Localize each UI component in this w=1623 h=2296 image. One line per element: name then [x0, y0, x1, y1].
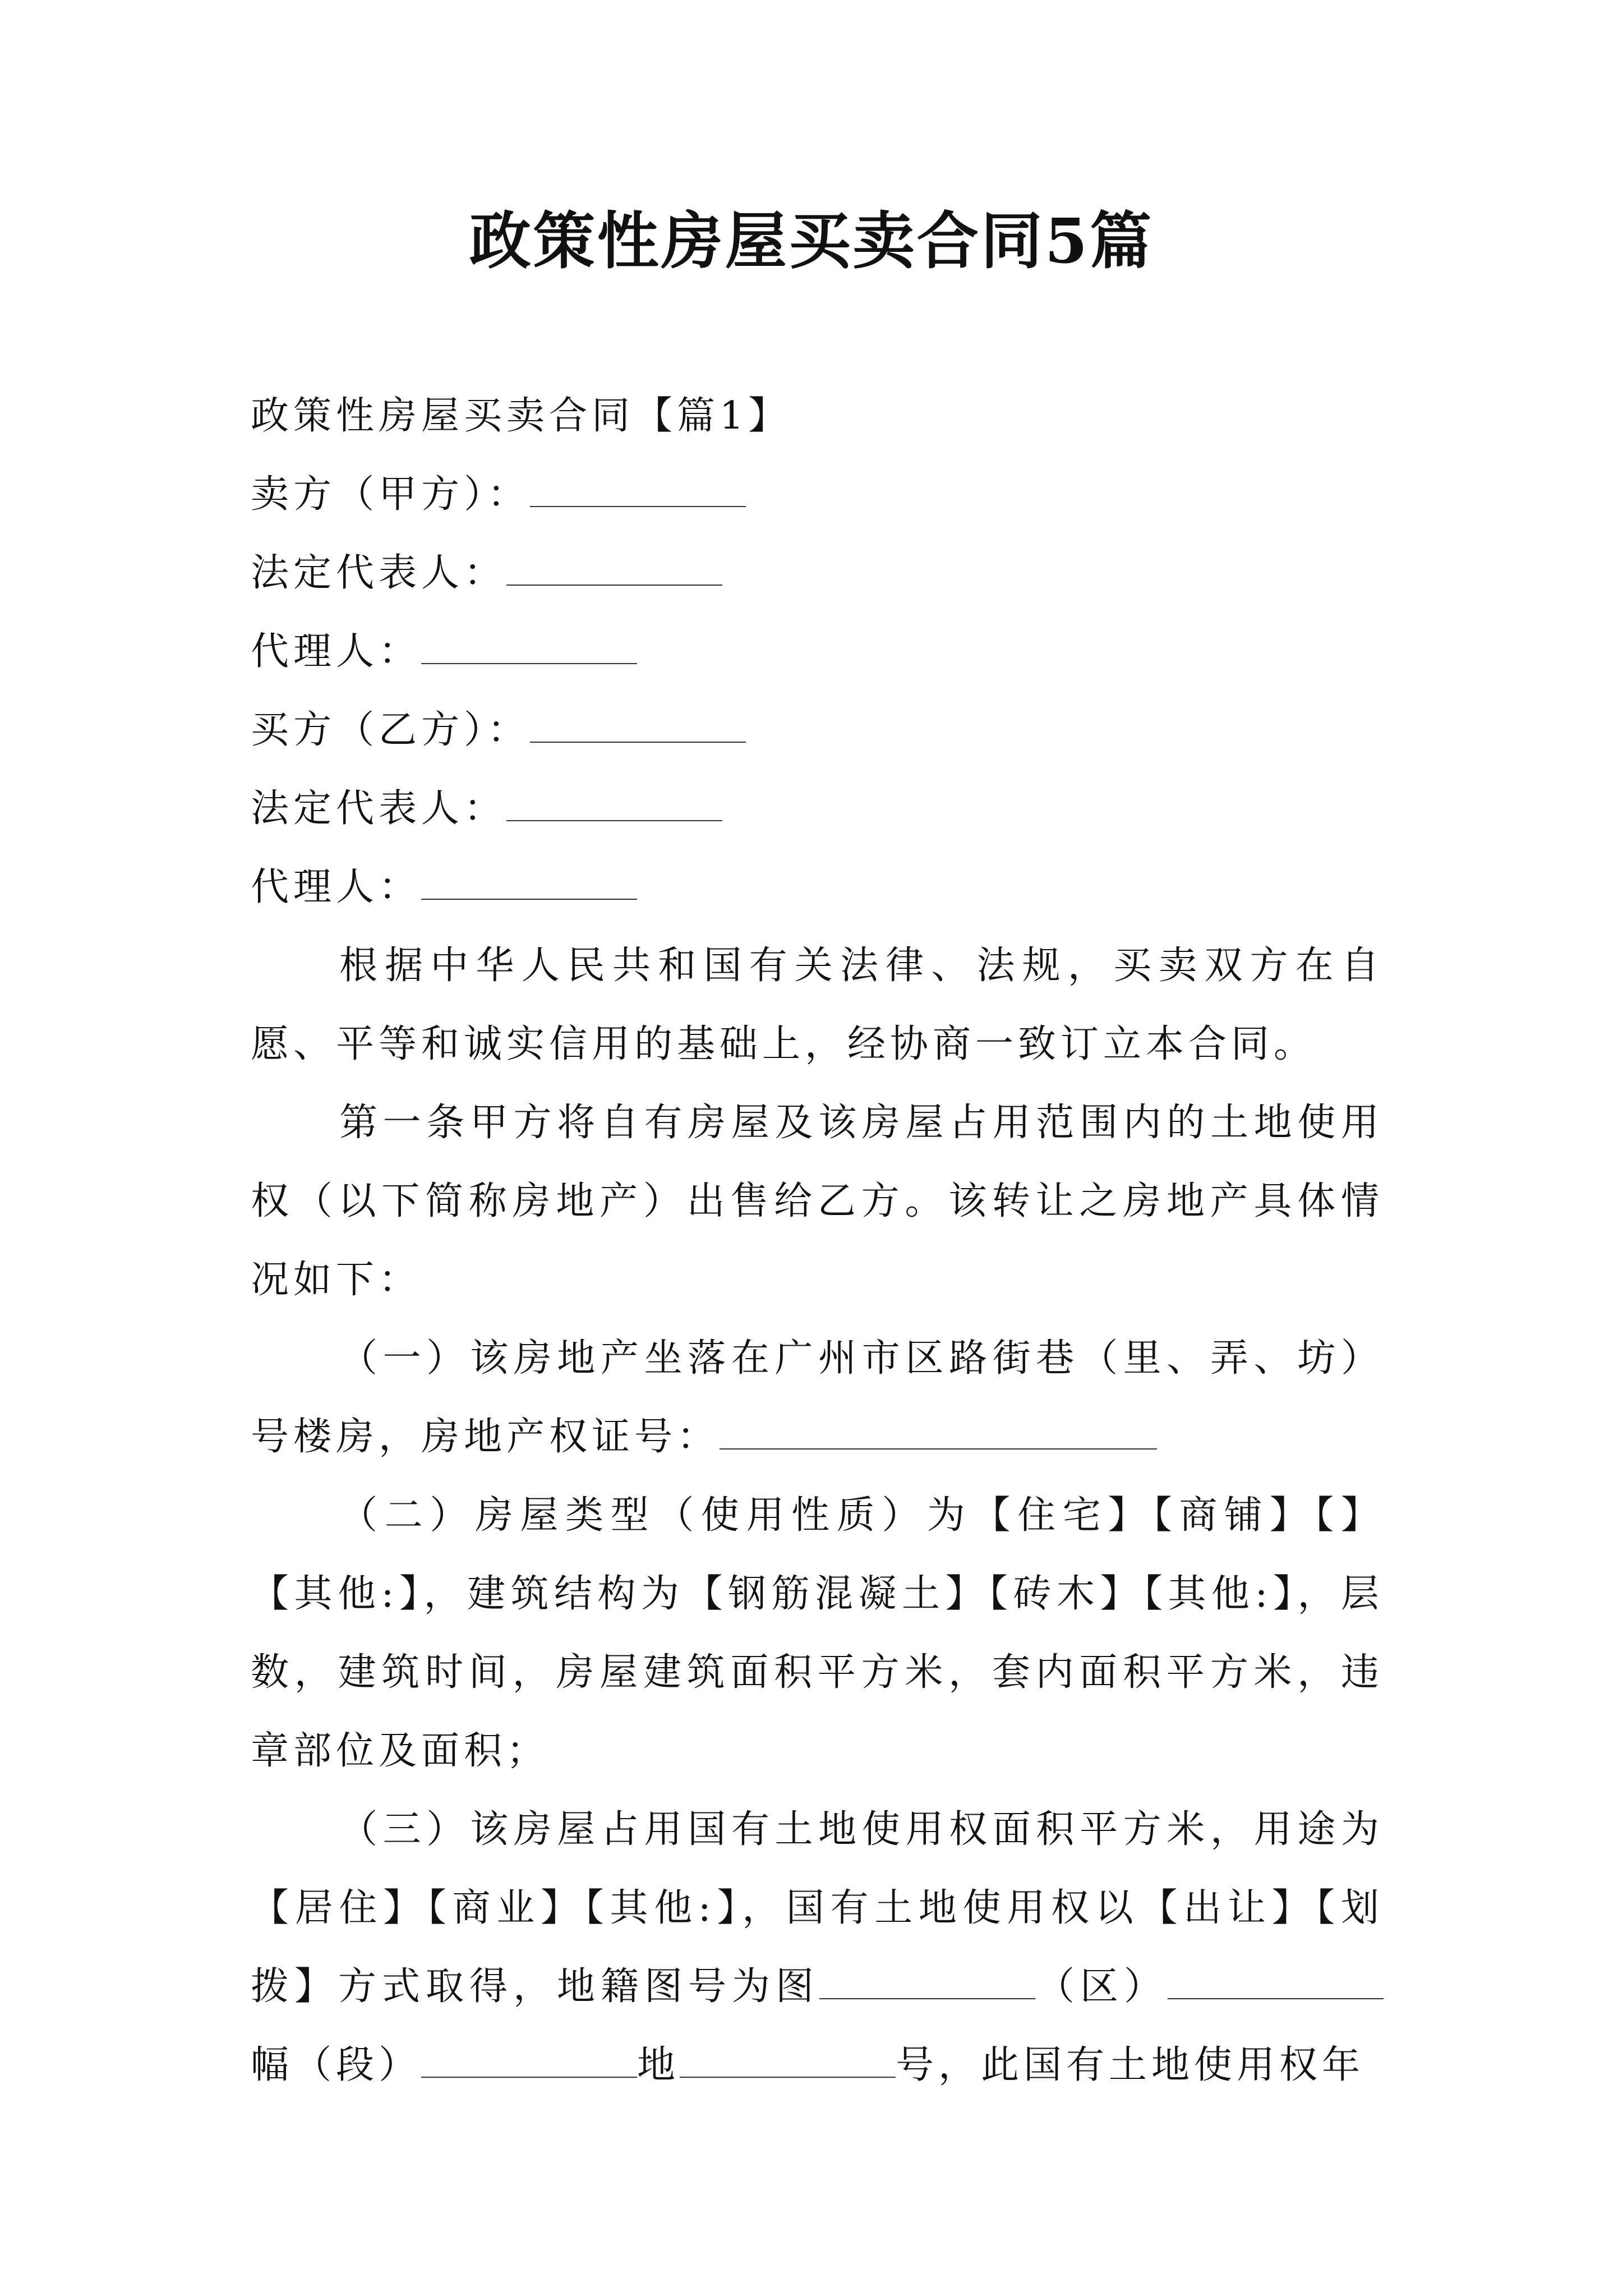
buyer-agent-label: 代理人： [251, 865, 422, 909]
seller-line [251, 455, 1384, 534]
buyer-blank [530, 714, 746, 743]
map-number-blank [819, 1970, 1035, 1999]
item-3-text-c: 幅（段） [251, 2043, 422, 2087]
lot-blank [680, 2049, 896, 2078]
contract-clauses [251, 927, 1384, 2105]
item-3-text-a: （三）该房屋占用国有土地使用权面积平方米，用途为【居住】【商业】【其他:】，国有土地使用权以【出让】【划拨】方式取得，地籍图号为图 [251, 1807, 1384, 2009]
item-3-text-d: 地 [637, 2043, 680, 2087]
item-3-text-b: （区） [1035, 1964, 1168, 2009]
buyer-rep-blank [506, 792, 722, 821]
seller-agent-line [251, 613, 1384, 691]
certificate-number-blank [720, 1420, 1157, 1450]
buyer-agent-line [251, 848, 1384, 927]
item-2-paragraph: （二）房屋类型（使用性质）为【住宅】【商铺】【】【其他:】，建筑结构为【钢筋混凝土】【砖木】【其他:】，层数，建筑时间，房屋建筑面积平方米，套内面积平方米，违章部位及面积； [251, 1493, 1384, 1773]
buyer-label: 买方（乙方）： [251, 708, 531, 752]
district-blank [1168, 1970, 1384, 1999]
document-body [251, 377, 1384, 927]
preamble-paragraph: 根据中华人民共和国有关法律、法规，买卖双方在自愿、平等和诚实信用的基础上，经协商一致订立本合同。 [251, 944, 1384, 1066]
item-1-text: （一）该房地产坐落在广州市区路街巷（里、弄、坊）号楼房，房地产权证号： [251, 1336, 1384, 1459]
buyer-line [251, 691, 1384, 770]
section-blank [421, 2049, 637, 2078]
seller-agent-label: 代理人： [251, 629, 422, 674]
article-1-paragraph: 第一条甲方将自有房屋及该房屋占用范围内的土地使用权（以下简称房地产）出售给乙方。该转让之房地产具体情况如下： [251, 1101, 1384, 1302]
buyer-agent-blank [421, 871, 637, 900]
seller-label: 卖方（甲方）： [251, 472, 531, 517]
item-1-paragraph [251, 1319, 1384, 1476]
seller-blank [530, 478, 746, 507]
seller-rep-line [251, 534, 1384, 613]
buyer-rep-line [251, 770, 1384, 848]
seller-agent-blank [421, 635, 637, 664]
item-3-text-e: 号，此国有土地使用权年 [896, 2043, 1365, 2087]
seller-rep-label: 法定代表人： [251, 551, 507, 595]
document-title: 政策性房屋买卖合同5篇 [469, 205, 1154, 277]
seller-rep-blank [506, 556, 722, 586]
buyer-rep-label: 法定代表人： [251, 786, 507, 831]
section-heading: 政策性房屋买卖合同【篇1】 [251, 394, 791, 438]
item-3-paragraph [251, 1791, 1384, 2105]
